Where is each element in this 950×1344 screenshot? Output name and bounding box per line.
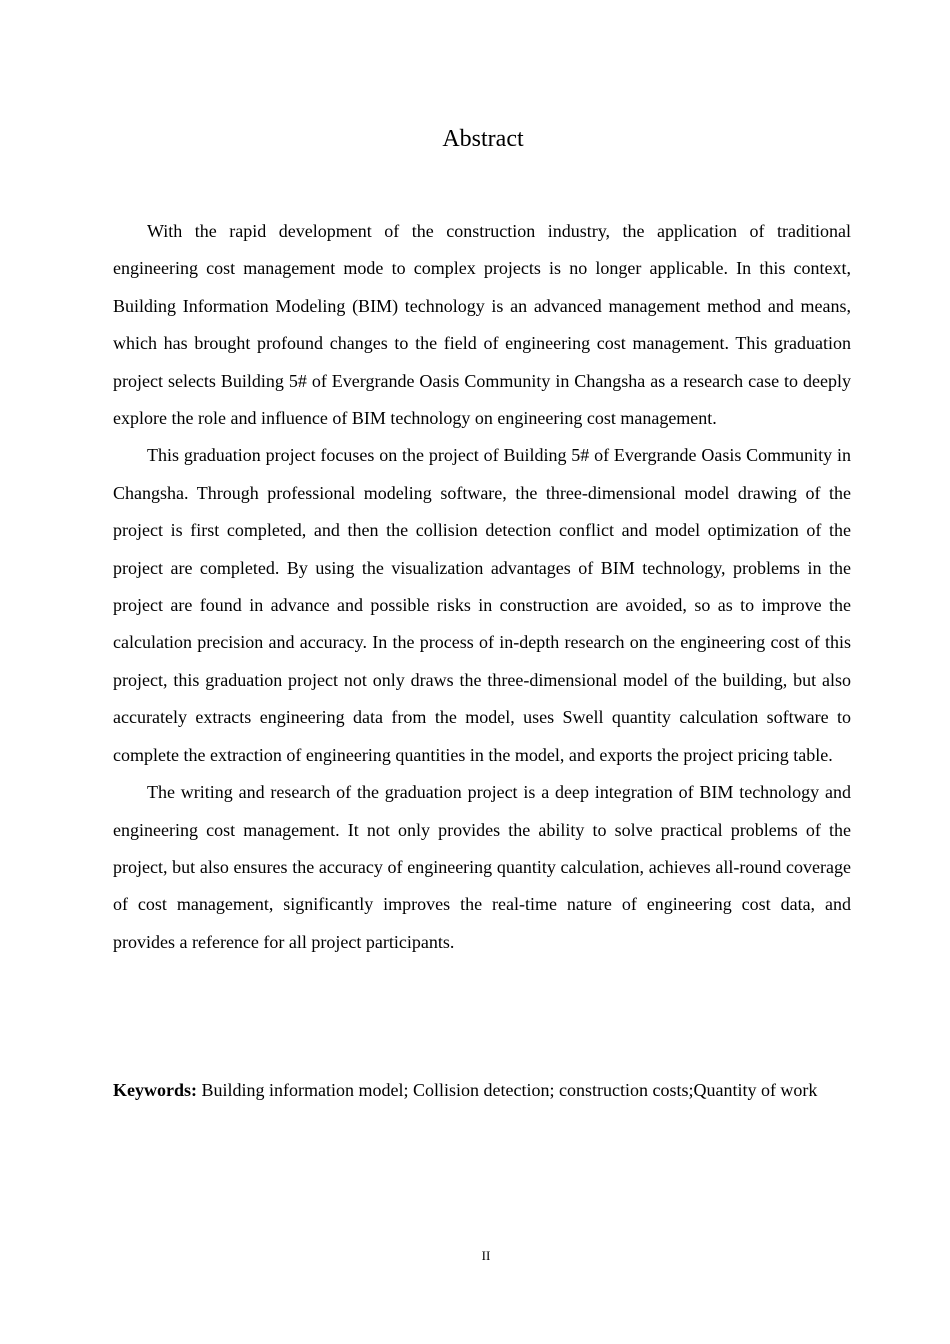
abstract-paragraph-1: With the rapid development of the construction industry, the application of traditional engineering cost management mode to complex projects is no longer applicable. In this context, Building Information Modeling (BIM) technology is an advanced management method and means, which has brought profound changes to the field of engineering cost management. This graduation project selects Building 5# of Evergrande Oasis Community in Changsha as a research case to deeply explore the role and influence of BIM technology on engineering cost management. [113, 221, 851, 429]
keywords-label: Keywords: [113, 1080, 197, 1100]
page-number: II [481, 1248, 491, 1263]
abstract-body [113, 213, 851, 961]
abstract-paragraph-2: This graduation project focuses on the project of Building 5# of Evergrande Oasis Community in Changsha. Through professional modeling software, the three-dimensional model drawing of the project is first completed, and then the collision detection conflict and model optimization of the project are completed. By using the visualization advantages of BIM technology, problems in the project are found in advance and possible risks in construction are avoided, so as to improve the calculation precision and accuracy. In the process of in-depth research on the engineering cost of this project, this graduation project not only draws the three-dimensional model of the building, but also accurately extracts engineering data from the model, uses Swell quantity calculation software to complete the extraction of engineering quantities in the model, and exports the project pricing table. [113, 445, 851, 765]
abstract-paragraph-3: The writing and research of the graduation project is a deep integration of BIM technology and engineering cost management. It not only provides the ability to solve practical problems of the project, but also ensures the accuracy of engineering quantity calculation, achieves all-round coverage of cost management, significantly improves the real-time nature of engineering cost data, and provides a reference for all project participants. [113, 782, 851, 952]
keywords-text: Building information model; Collision detection; construction costs;Quantity of work [197, 1080, 818, 1100]
page-title: Abstract [442, 126, 524, 152]
keywords-line [113, 1072, 851, 1109]
